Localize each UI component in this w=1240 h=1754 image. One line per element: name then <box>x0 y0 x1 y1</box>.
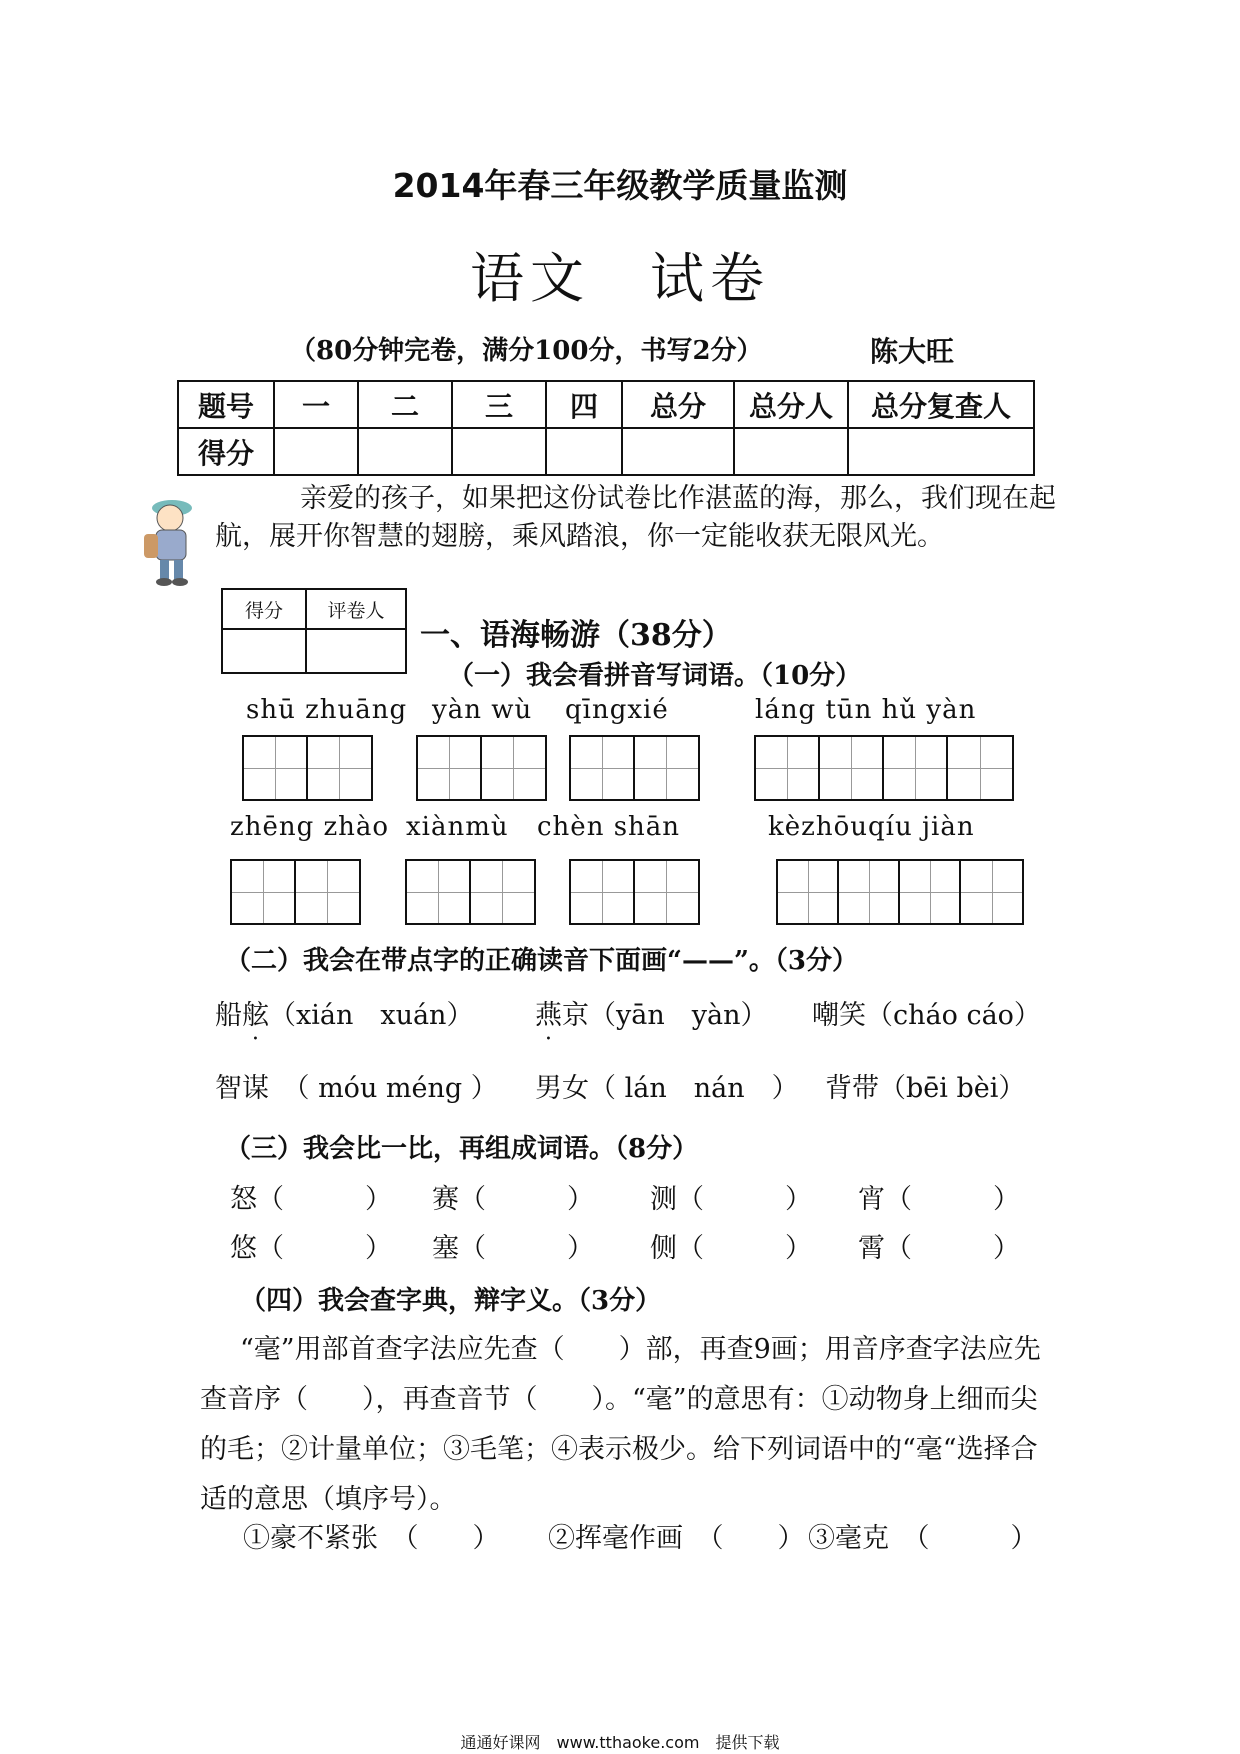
pronunciation-options[interactable]: （yān yàn） <box>589 1000 768 1031</box>
score-header-cell: 一 <box>274 381 358 428</box>
score-cell[interactable] <box>358 428 452 475</box>
pronunciation-word: 男女 <box>535 1073 589 1104</box>
grader-score-cell[interactable] <box>222 629 306 673</box>
section1-title: 一、语海畅游（38分） <box>420 618 732 653</box>
pinyin-label: yàn wù <box>432 695 533 725</box>
pronunciation-item: 燕京（yān yàn） <box>535 1000 768 1031</box>
score-header-cell: 三 <box>452 381 546 428</box>
score-cell[interactable] <box>848 428 1034 475</box>
dotted-char: 燕 <box>535 1000 562 1031</box>
writing-grid[interactable] <box>569 859 700 925</box>
pronunciation-item <box>535 1066 799 1105</box>
compare-item[interactable]: 宵（ ） <box>858 1184 1020 1215</box>
compare-item[interactable]: 侧（ ） <box>650 1233 812 1264</box>
pronunciation-word: 背带 <box>825 1073 879 1104</box>
exam-note: （80分钟完卷，满分100分，书写2分） <box>290 336 763 366</box>
score-header-cell: 二 <box>358 381 452 428</box>
pronunciation-options[interactable]: （ móu méng ） <box>296 1073 498 1104</box>
pinyin-label: kèzhōuqíu jiàn <box>768 812 975 842</box>
pronunciation-options[interactable]: （xián xuán） <box>269 1000 474 1031</box>
pronunciation-item <box>215 1066 498 1105</box>
pronunciation-word: 智谋 <box>215 1073 269 1104</box>
pinyin-label: chèn shān <box>537 812 681 842</box>
compare-item[interactable]: 怒（ ） <box>230 1184 392 1215</box>
score-cell[interactable] <box>452 428 546 475</box>
compare-item[interactable]: 赛（ ） <box>432 1184 594 1215</box>
writing-grid[interactable] <box>416 735 547 801</box>
grader-name-cell[interactable] <box>306 629 406 673</box>
dotted-char: 舷 <box>242 1000 269 1031</box>
meaning-item[interactable]: ①豪不紧张 （ ） <box>243 1523 500 1554</box>
exam-title: 2014年春三年级教学质量监测 <box>392 166 848 205</box>
pinyin-label: xiànmù <box>406 812 509 842</box>
pronunciation-options[interactable]: （ lán nán ） <box>589 1073 799 1104</box>
pinyin-label: zhēng zhào <box>230 812 390 842</box>
grader-name-label: 评卷人 <box>306 589 406 629</box>
writing-grid[interactable] <box>230 859 361 925</box>
q4-text: “毫”用部首查字法应先查（ ）部，再查9画；用音序查字法应先查音序（ ），再查音节（ ）。“毫”的意思有：①动物身上细而尖的毛；②计量单位；③毛笔；④表示极少。给下列词语中的“毫“选择合适的意思（填序号）。 <box>200 1334 1041 1515</box>
student-mascot-icon <box>140 488 204 588</box>
pronunciation-options[interactable]: （bēi bèi） <box>879 1073 1026 1104</box>
writing-grid[interactable] <box>405 859 536 925</box>
score-cell[interactable] <box>734 428 848 475</box>
score-header-cell: 总分 <box>622 381 734 428</box>
pinyin-label: qīngxié <box>565 695 669 725</box>
writing-grid[interactable] <box>776 859 1024 925</box>
pronunciation-options[interactable]: （cháo cáo） <box>866 1000 1041 1031</box>
writing-grid[interactable] <box>754 735 1014 801</box>
q2-title: （二）我会在带点字的正确读音下面画“——”。（3分） <box>225 946 859 976</box>
score-table <box>177 380 1035 476</box>
score-header-cell: 总分复查人 <box>848 381 1034 428</box>
pinyin-label: shū zhuāng <box>246 695 408 725</box>
q1-title: （一）我会看拼音写词语。（10分） <box>448 661 862 691</box>
score-cell[interactable] <box>274 428 358 475</box>
pronunciation-item: 船舷（xián xuán） <box>215 1000 474 1031</box>
pinyin-label: láng tūn hǔ yàn <box>755 695 977 725</box>
score-row-label: 得分 <box>178 428 274 475</box>
q3-title: （三）我会比一比，再组成词语。（8分） <box>225 1134 699 1164</box>
q4-title: （四）我会查字典，辩字义。（3分） <box>240 1286 662 1316</box>
grader-score-label: 得分 <box>222 589 306 629</box>
compare-item[interactable]: 塞（ ） <box>432 1233 594 1264</box>
score-header-cell: 总分人 <box>734 381 848 428</box>
compare-item[interactable]: 测（ ） <box>650 1184 812 1215</box>
writing-grid[interactable] <box>569 735 700 801</box>
meaning-item[interactable]: ②挥毫作画 （ ） <box>548 1523 805 1554</box>
author-name: 陈大旺 <box>870 335 955 368</box>
grader-table <box>221 588 407 674</box>
meaning-item[interactable]: ③毫克 （ ） <box>808 1523 1038 1554</box>
intro-text: 亲爱的孩子，如果把这份试卷比作湛蓝的海，那么，我们现在起航，展开你智慧的翅膀，乘风踏浪，你一定能收获无限风光。 <box>215 483 1056 552</box>
pronunciation-item <box>812 993 1041 1032</box>
compare-item[interactable]: 悠（ ） <box>230 1233 392 1264</box>
score-header-cell: 四 <box>546 381 622 428</box>
pronunciation-word: 嘲笑 <box>812 1000 866 1031</box>
writing-grid[interactable] <box>242 735 373 801</box>
score-cell[interactable] <box>546 428 622 475</box>
score-cell[interactable] <box>622 428 734 475</box>
score-header-cell: 题号 <box>178 381 274 428</box>
compare-item[interactable]: 霄（ ） <box>858 1233 1020 1264</box>
footer-credit: 通通好课网 www.tthaoke.com 提供下载 <box>460 1733 780 1752</box>
exam-subtitle: 语文 试卷 <box>470 247 770 310</box>
pronunciation-item <box>825 1066 1025 1105</box>
